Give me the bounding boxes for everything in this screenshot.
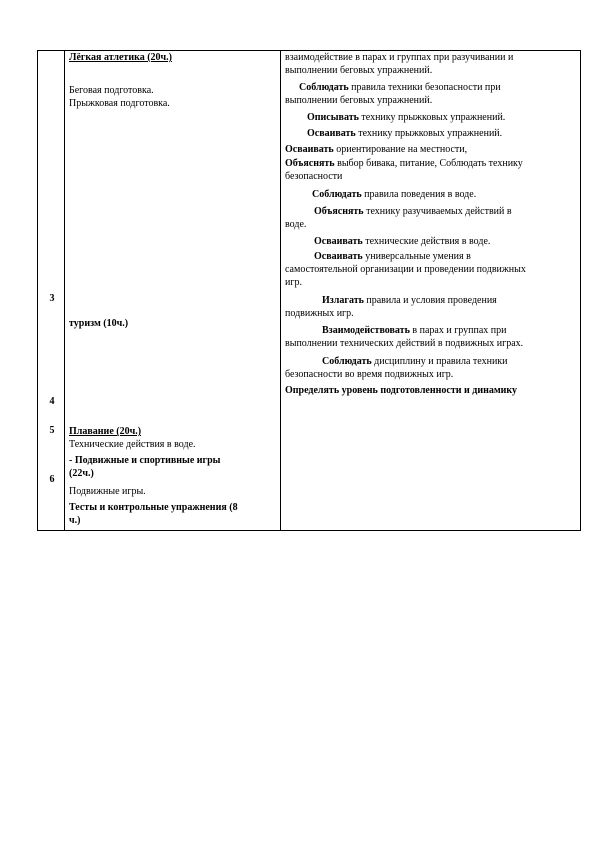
activity-line: Соблюдать дисциплину и правила техники [322, 356, 508, 367]
row-number-5: 5 [49, 425, 55, 436]
activity-line: Взаимодействовать в парах и группах при [322, 325, 507, 336]
column-divider-2 [280, 50, 281, 531]
section-item-water-actions: Технические действия в воде. [69, 439, 196, 450]
column-divider-1 [64, 50, 65, 531]
curriculum-table [37, 50, 581, 531]
activity-line: Соблюдать правила поведения в воде. [312, 189, 477, 200]
activity-line: Излагать правила и условия проведения [322, 295, 497, 306]
activity-line: Объяснять технику разучиваемых действий в [314, 206, 512, 217]
activity-line: Описывать технику прыжковых упражнений. [307, 112, 506, 123]
activity-line: взаимодействие в парах и группах при разучивании и [285, 52, 514, 63]
activity-line: Осваивать технику прыжковых упражнений. [307, 128, 503, 139]
section-title-athletics: Лёгкая атлетика (20ч.) [69, 52, 172, 63]
activity-line: игр. [285, 277, 302, 288]
row-number-4: 4 [49, 396, 55, 407]
activity-line: Осваивать ориентирование на местности, [285, 144, 468, 155]
activity-line: безопасности [285, 171, 343, 182]
section-title-tests-line1: Тесты и контрольные упражнения (8 [69, 502, 238, 513]
section-title-games-line2: (22ч.) [69, 468, 94, 479]
table-right-border [580, 50, 581, 531]
activity-line: выполнении беговых упражнений. [285, 95, 433, 106]
activities-column [285, 52, 579, 528]
section-title-tests-line2: ч.) [69, 515, 81, 526]
activity-line: выполнении технических действий в подвижных играх. [285, 338, 524, 349]
activity-line: Объяснять выбор бивака, питание, Соблюдать технику [285, 158, 523, 169]
row-number-6: 6 [49, 474, 55, 485]
section-title-swimming: Плавание (20ч.) [69, 426, 142, 437]
row-number-3: 3 [49, 293, 55, 304]
table-top-border [37, 50, 581, 51]
table-left-border [37, 50, 38, 531]
section-title-tourism: туризм (10ч.) [69, 318, 129, 329]
section-item-jumping: Прыжковая подготовка. [69, 98, 170, 109]
sections-column [69, 52, 278, 528]
activity-line: Определять уровень подготовленности и динамику [285, 385, 518, 396]
activity-line: Соблюдать правила техники безопасности при [299, 82, 501, 93]
table-bottom-border [37, 530, 581, 531]
activity-line: самостоятельной организации и проведении подвижных [285, 264, 526, 275]
section-item-running: Беговая подготовка. [69, 85, 154, 96]
activity-line: воде. [285, 219, 307, 230]
section-title-games-line1: - Подвижные и спортивные игры [69, 455, 221, 466]
activity-line: Осваивать универсальные умения в [314, 251, 471, 262]
activity-line: подвижных игр. [285, 308, 354, 319]
section-item-games: Подвижные игры. [69, 486, 146, 497]
activity-line: безопасности во время подвижных игр. [285, 369, 454, 380]
activity-line: выполнении беговых упражнений. [285, 65, 433, 76]
activity-line: Осваивать технические действия в воде. [314, 236, 491, 247]
